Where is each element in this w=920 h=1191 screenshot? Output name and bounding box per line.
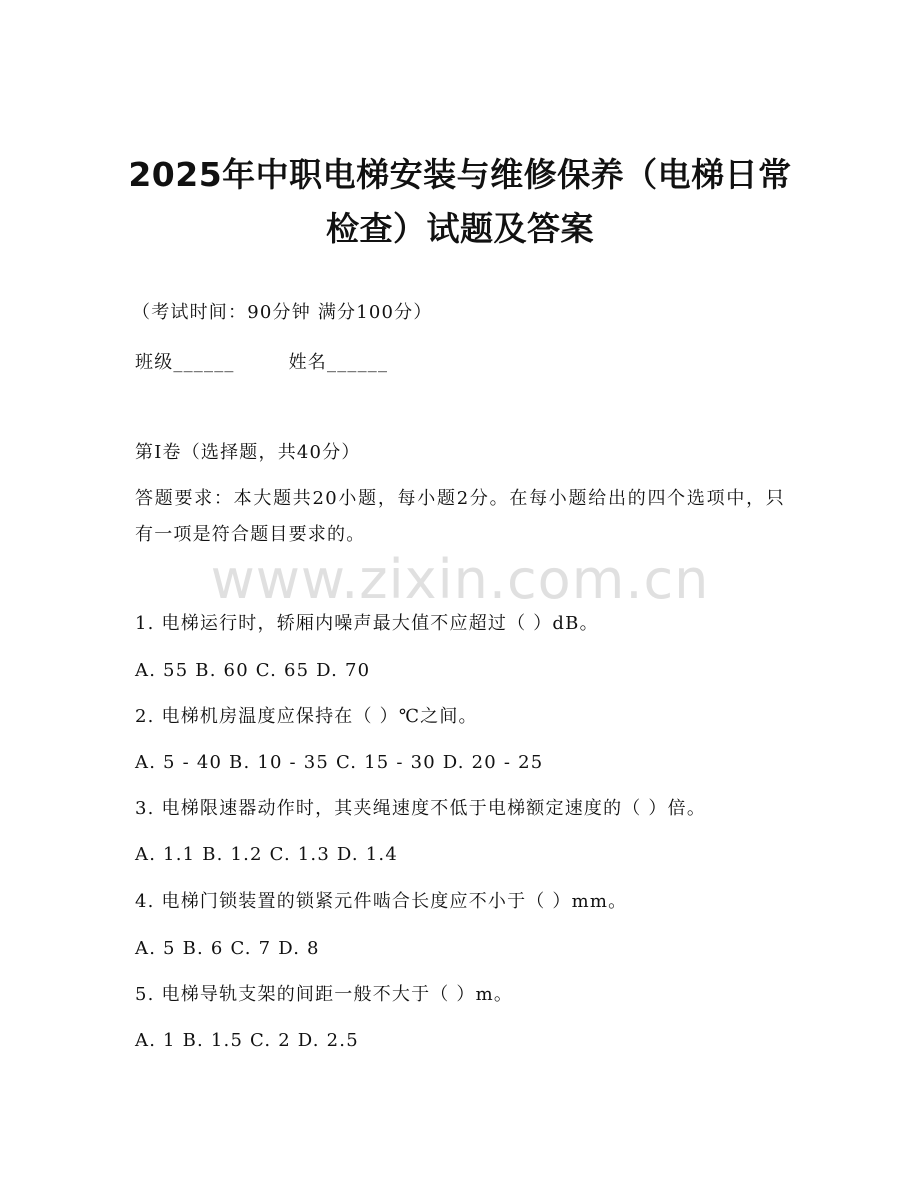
- exam-info: （考试时间：90分钟 满分100分）: [132, 302, 433, 323]
- document-title: [100, 148, 820, 256]
- question-3-stem: 3. 电梯限速器动作时，其夹绳速度不低于电梯额定速度的（ ）倍。: [135, 798, 707, 819]
- class-field: [135, 351, 388, 375]
- question-5-options: A. 1 B. 1.5 C. 2 D. 2.5: [135, 1030, 359, 1051]
- question-4-options: A. 5 B. 6 C. 7 D. 8: [135, 938, 320, 959]
- question-5-stem: 5. 电梯导轨支架的间距一般不大于（ ）m。: [135, 984, 514, 1005]
- question-1-stem: 1. 电梯运行时，轿厢内噪声最大值不应超过（ ）dB。: [135, 613, 599, 634]
- question-1-options: A. 55 B. 60 C. 65 D. 70: [135, 660, 371, 681]
- watermark: www.zixin.com.cn: [210, 548, 710, 611]
- section-title: 第I卷（选择题，共40分）: [135, 442, 361, 463]
- question-3-options: A. 1.1 B. 1.2 C. 1.3 D. 1.4: [135, 844, 398, 865]
- question-2-stem: 2. 电梯机房温度应保持在（ ）℃之间。: [135, 706, 478, 727]
- title-line-2: 检查）试题及答案: [326, 209, 594, 248]
- class-label: 班级______: [135, 352, 235, 373]
- question-2-options: A. 5 - 40 B. 10 - 35 C. 15 - 30 D. 20 - 25: [135, 752, 544, 773]
- question-4-stem: 4. 电梯门锁装置的锁紧元件啮合长度应不小于（ ）mm。: [135, 891, 628, 912]
- title-line-1: 2025年中职电梯安装与维修保养（电梯日常: [128, 155, 792, 194]
- instructions: 答题要求：本大题共20小题，每小题2分。在每小题给出的四个选项中，只有一项是符合题目要求的。: [135, 488, 785, 545]
- name-label: 姓名______: [288, 352, 389, 373]
